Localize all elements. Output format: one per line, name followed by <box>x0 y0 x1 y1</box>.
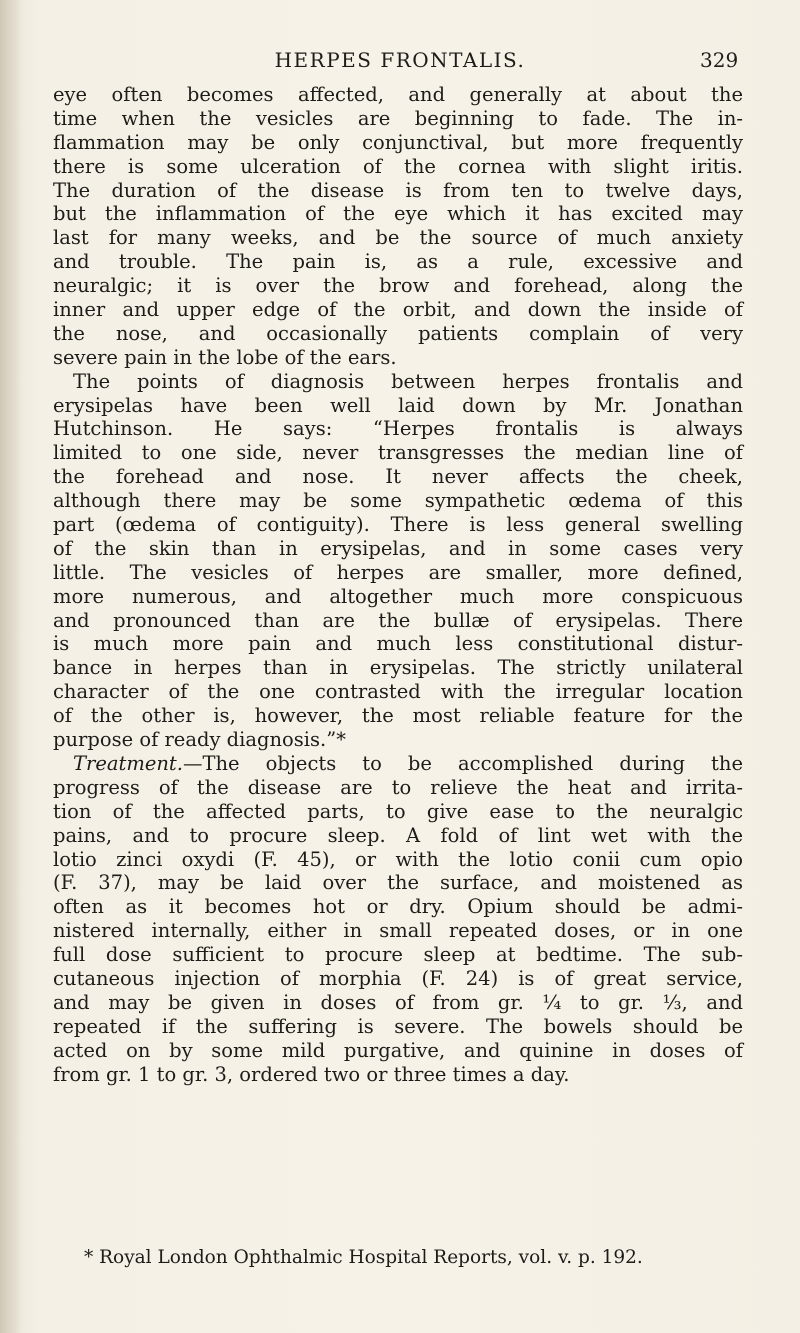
text-line: and pronounced than are the bullæ of erysipelas. There <box>53 608 743 632</box>
text-line: Hutchinson. He says: “Herpes frontalis is always <box>53 417 743 441</box>
text-line: character of the one contrasted with the irregular location <box>53 680 743 704</box>
text-line: The duration of the disease is from ten to twelve days, <box>53 178 743 202</box>
text-line: and trouble. The pain is, as a rule, excessive and <box>53 250 743 274</box>
running-head: HERPES FRONTALIS. <box>274 48 526 72</box>
text-line: and may be given in doses of from gr. ¼ to gr. ⅓, and <box>53 990 743 1014</box>
text-line: (F. 37), may be laid over the surface, and moistened as <box>53 871 743 895</box>
text-line: inner and upper edge of the orbit, and down the inside of <box>53 298 743 322</box>
text-line: cutaneous injection of morphia (F. 24) is of great service, <box>53 966 743 990</box>
text-line: last for many weeks, and be the source of much anxiety <box>53 226 743 250</box>
text-line: flammation may be only conjunctival, but more frequently <box>53 130 743 154</box>
text-line: acted on by some mild purgative, and quinine in doses of <box>53 1038 743 1062</box>
text-line: although there may be some sympathetic œdema of this <box>53 489 743 513</box>
text-line: limited to one side, never transgresses the median line of <box>53 441 743 465</box>
text-line: tion of the affected parts, to give ease to the neuralgic <box>53 799 743 823</box>
text-line: but the inflammation of the eye which it has excited may <box>53 202 743 226</box>
text-line: of the skin than in erysipelas, and in some cases very <box>53 536 743 560</box>
text-line: bance in herpes than in erysipelas. The strictly unilateral <box>53 656 743 680</box>
text-line: time when the vesicles are beginning to fade. The in- <box>53 106 743 130</box>
footnote: * Royal London Ophthalmic Hospital Reports, vol. v. p. 192. <box>84 1247 643 1268</box>
page-header <box>0 48 800 78</box>
text-line: eye often becomes affected, and generally at about the <box>53 83 743 106</box>
paragraph-start: The points of diagnosis between herpes frontalis and <box>73 369 743 393</box>
text-line: neuralgic; it is over the brow and forehead, along the <box>53 274 743 298</box>
body-text <box>53 83 743 1086</box>
text-line: of the other is, however, the most reliable feature for the <box>53 704 743 728</box>
text-line: there is some ulceration of the cornea with slight iritis. <box>53 154 743 178</box>
text-line: often as it becomes hot or dry. Opium should be admi- <box>53 895 743 919</box>
text-line: severe pain in the lobe of the ears. <box>53 345 397 369</box>
text-line: purpose of ready diagnosis.”* <box>53 728 346 752</box>
text-line: little. The vesicles of herpes are smaller, more defined, <box>53 560 743 584</box>
text-line: progress of the disease are to relieve the heat and irrita- <box>53 775 743 799</box>
text-line: full dose sufficient to procure sleep at bedtime. The sub- <box>53 943 743 967</box>
text-line: pains, and to procure sleep. A fold of lint wet with the <box>53 823 743 847</box>
text-line: the nose, and occasionally patients complain of very <box>53 321 743 345</box>
text-line: more numerous, and altogether much more conspicuous <box>53 584 743 608</box>
text-line: nistered internally, either in small repeated doses, or in one <box>53 919 743 943</box>
paragraph-start: Treatment.—The objects to be accomplished during the <box>73 751 743 775</box>
text-line: from gr. 1 to gr. 3, ordered two or three times a day. <box>53 1062 570 1086</box>
binding-gutter <box>0 0 22 1333</box>
page-number: 329 <box>700 48 739 72</box>
text-line: lotio zinci oxydi (F. 45), or with the lotio conii cum opio <box>53 847 743 871</box>
text-line: is much more pain and much less constitutional distur- <box>53 632 743 656</box>
text-line: the forehead and nose. It never affects the cheek, <box>53 465 743 489</box>
text-line: part (œdema of contiguity). There is less general swelling <box>53 513 743 537</box>
text-line: erysipelas have been well laid down by Mr. Jonathan <box>53 393 743 417</box>
text-line: repeated if the suffering is severe. The bowels should be <box>53 1014 743 1038</box>
treatment-heading: Treatment. <box>73 751 183 775</box>
